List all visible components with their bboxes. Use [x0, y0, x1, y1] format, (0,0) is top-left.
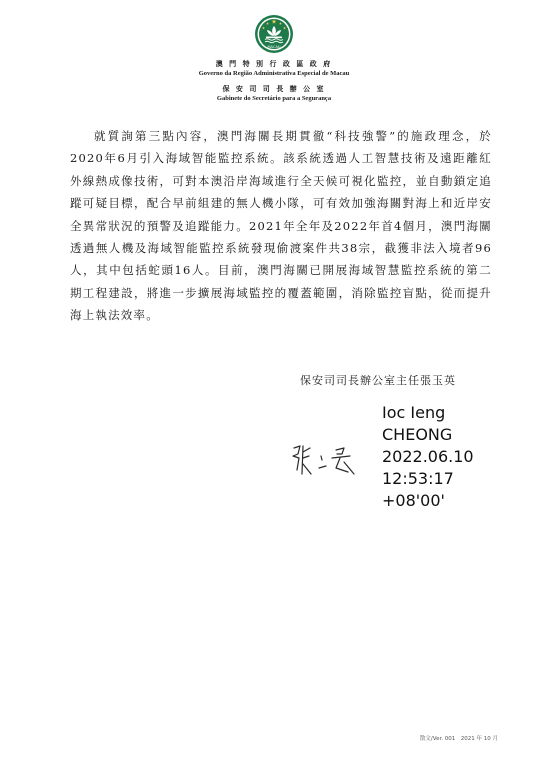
digital-signature-timezone: +08'00'	[382, 491, 445, 510]
letterhead	[0, 14, 548, 104]
office-name-chinese: 保 安 司 司 長 辦 公 室	[222, 84, 326, 93]
digital-signer-surname: CHEONG	[382, 425, 453, 444]
digital-signature-time: 12:53:17	[382, 469, 454, 488]
signer-title: 保安司司長辦公室主任張玉英	[300, 374, 456, 387]
org-name-chinese: 澳 門 特 別 行 政 區 政 府	[215, 59, 333, 68]
digital-signer-given-name: Ioc Ieng	[382, 403, 446, 422]
office-name-portuguese: Gabinete do Secretário para a Segurança	[216, 95, 332, 102]
digital-signature-date: 2022.06.10	[382, 447, 474, 466]
handwritten-signature	[288, 440, 360, 482]
svg-text:MACAU: MACAU	[267, 44, 281, 49]
org-name-portuguese: Governo da Região Administrativa Especial de Macau	[198, 70, 350, 77]
digital-signature-stamp	[382, 402, 474, 512]
macau-emblem-icon	[254, 14, 294, 54]
reply-paragraph: 就質詢第三點內容，澳門海關長期貫徹“科技強警”的施政理念，於2020年6月引入海域智能監控系統。該系統透過人工智慧技術及遠距離紅外線熱成像技術，可對本澳沿岸海域進行全天候可視化監控，並自動鎖定追蹤可疑目標，配合早前組建的無人機小隊，可有效加強海關對海上和近岸安全異常狀況的預警及追蹤能力。2021年全年及2022年首4個月，澳門海關透過無人機及海域智能監控系統發現偷渡案件共38宗，截獲非法入境者96人，其中包括蛇頭16人。目前，澳門海關已開展海域智慧監控系統的第二期工程建設，將進一步擴展海域監控的覆蓋範圍，消除監控盲點，從而提升海上執法效率。	[70, 129, 492, 323]
form-version-footer: 散文/Ver. 001 2021 年 10 月	[419, 736, 498, 742]
